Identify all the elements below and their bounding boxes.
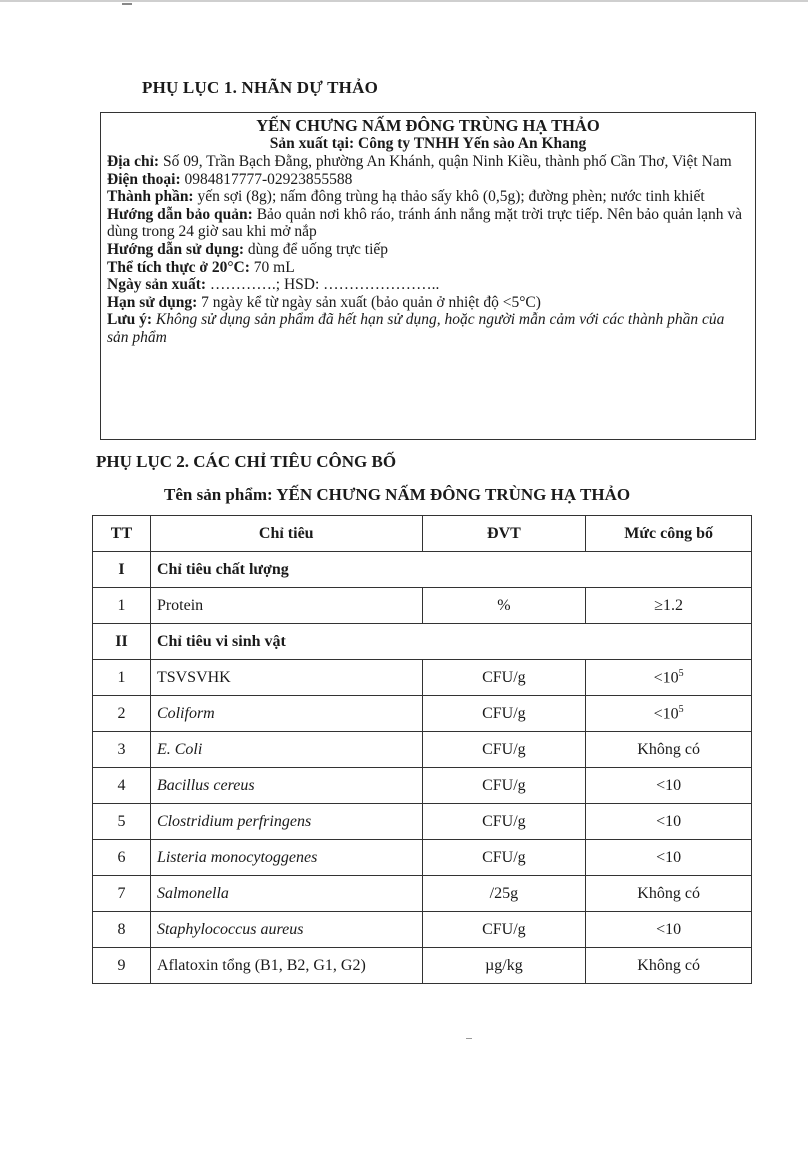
row-level: [586, 804, 752, 840]
row-criterion-text: Listeria monocytoggenes: [156, 848, 318, 866]
row-criterion: [150, 912, 422, 948]
row-no: [93, 804, 151, 840]
row-level: [586, 876, 752, 912]
table-row: [93, 768, 752, 804]
row-no: [93, 876, 151, 912]
table-row: [93, 588, 752, 624]
row-criterion: [150, 696, 422, 732]
row-criterion-text: Aflatoxin tổng (B1, B2, G1, G2): [156, 956, 366, 974]
row-level-exponent: 5: [678, 667, 684, 679]
row-level-exponent: 5: [678, 703, 684, 715]
storage-value: Bảo quản nơi khô ráo, tránh ánh nắng mặt trời trực tiếp. Nên bảo quản lạnh và dùng trong 24 giờ sau khi mở nắp: [107, 205, 743, 241]
usage-value: dùng để uống trực tiếp: [247, 240, 389, 258]
row-criterion-text: TSVSVHK: [156, 668, 231, 686]
address-label: Địa chỉ:: [107, 153, 160, 170]
label-usage: [107, 241, 749, 259]
row-no-text: 3: [117, 740, 126, 758]
row-level-text: ≥1.2: [654, 596, 684, 614]
row-no-text: 6: [117, 848, 126, 866]
row-criterion: [150, 732, 422, 768]
row-criterion: [150, 876, 422, 912]
row-no: [93, 732, 151, 768]
scan-edge: [0, 0, 808, 2]
address-value: Số 09, Trần Bạch Đằng, phường An Khánh, quận Ninh Kiều, thành phố Cần Thơ, Việt Nam: [162, 153, 732, 170]
row-level: [586, 732, 752, 768]
row-criterion-text: Salmonella: [156, 884, 229, 902]
row-no: [93, 588, 151, 624]
group-name: Chỉ tiêu chất lượng: [150, 552, 751, 588]
scan-mark: [122, 3, 132, 5]
row-criterion-text: Coliform: [156, 704, 215, 722]
row-unit-text: µg/kg: [485, 956, 523, 974]
header-tt: TT: [93, 516, 151, 552]
row-unit-text: CFU/g: [482, 776, 526, 794]
row-unit-text: %: [497, 596, 511, 614]
row-no-text: 7: [117, 884, 126, 902]
row-criterion: [150, 768, 422, 804]
row-level-text: <10: [656, 848, 682, 866]
row-unit-text: CFU/g: [482, 704, 526, 722]
row-no-text: 1: [117, 668, 126, 686]
row-unit: [422, 804, 586, 840]
group-row-micro: [93, 624, 752, 660]
table-row: [93, 840, 752, 876]
group-no: II: [93, 624, 151, 660]
row-criterion: [150, 804, 422, 840]
label-phone: [107, 171, 749, 189]
note-value: Không sử dụng sản phẩm đã hết hạn sử dụng, hoặc người mẫn cảm với các thành phần của sản phẩm: [107, 311, 725, 346]
scan-speck: [466, 1038, 472, 1039]
table-row: [93, 804, 752, 840]
row-no: [93, 840, 151, 876]
label-expiry: [107, 294, 749, 312]
producer-value: Công ty TNHH Yến sào An Khang: [358, 135, 587, 152]
row-no-text: 5: [117, 812, 126, 830]
table-row: [93, 732, 752, 768]
row-no: [93, 768, 151, 804]
row-unit: [422, 876, 586, 912]
group-name: Chỉ tiêu vi sinh vật: [150, 624, 751, 660]
row-level: [586, 768, 752, 804]
volume-value: 70 mL: [253, 258, 295, 276]
row-no: [93, 948, 151, 984]
row-level: [586, 660, 752, 696]
label-product-title: YẾN CHƯNG NẤM ĐÔNG TRÙNG HẠ THẢO: [256, 116, 600, 135]
row-unit-text: CFU/g: [482, 920, 526, 938]
expiry-label: Hạn sử dụng:: [107, 293, 198, 311]
appendix2-heading: PHỤ LỤC 2. CÁC CHỈ TIÊU CÔNG BỐ: [96, 452, 397, 471]
label-ingredients: [107, 188, 749, 206]
row-no-text: 8: [117, 920, 126, 938]
row-criterion-text: Staphylococcus aureus: [156, 920, 304, 938]
row-criterion-text: E. Coli: [156, 740, 203, 758]
draft-label-box: [100, 112, 756, 440]
producer-label: Sản xuất tại:: [269, 135, 355, 152]
storage-label: Hướng dẫn bảo quản:: [107, 205, 253, 223]
row-criterion: [150, 840, 422, 876]
row-no: [93, 660, 151, 696]
row-criterion: [150, 588, 422, 624]
appendix1-heading: PHỤ LỤC 1. NHÃN DỰ THẢO: [142, 78, 378, 97]
row-unit-text: CFU/g: [482, 668, 526, 686]
ingredients-value: yến sợi (8g); nấm đông trùng hạ thảo sấy khô (0,5g); đường phèn; nước tinh khiết: [197, 188, 705, 206]
row-no: [93, 696, 151, 732]
row-criterion-text: Bacillus cereus: [156, 776, 255, 794]
phone-label: Điện thoại:: [107, 170, 181, 188]
row-level-text: Không có: [637, 884, 700, 902]
row-unit-text: CFU/g: [482, 812, 526, 830]
label-note: [107, 311, 749, 346]
expiry-value: 7 ngày kể từ ngày sản xuất (bảo quản ở nhiệt độ <5°C): [201, 293, 541, 311]
table-header-row: [93, 516, 752, 552]
note-label: Lưu ý:: [107, 311, 153, 329]
row-level-text: Không có: [637, 956, 700, 974]
table-row: [93, 660, 752, 696]
row-level: [586, 696, 752, 732]
row-level: [586, 840, 752, 876]
row-unit-text: /25g: [489, 884, 519, 902]
usage-label: Hướng dẫn sử dụng:: [107, 240, 245, 258]
row-no-text: 1: [117, 596, 126, 614]
row-unit: [422, 768, 586, 804]
row-level-text: <10: [656, 776, 682, 794]
header-level: Mức công bố: [586, 516, 752, 552]
phone-value: 0984817777-02923855588: [184, 170, 353, 188]
row-level-text: <10: [653, 705, 679, 723]
row-unit: [422, 840, 586, 876]
group-no: I: [93, 552, 151, 588]
table-row: [93, 876, 752, 912]
label-mfg-date: [107, 276, 749, 294]
row-no-text: 4: [117, 776, 126, 794]
row-level-text: <10: [656, 812, 682, 830]
mfg-label: Ngày sản xuất:: [107, 276, 207, 294]
row-unit-text: CFU/g: [482, 740, 526, 758]
table-row: [93, 948, 752, 984]
row-no-text: 9: [117, 956, 126, 974]
label-storage: [107, 206, 749, 241]
row-criterion: [150, 948, 422, 984]
row-level-text: <10: [656, 920, 682, 938]
row-unit: [422, 732, 586, 768]
row-unit-text: CFU/g: [482, 848, 526, 866]
row-unit: [422, 696, 586, 732]
table-row: [93, 912, 752, 948]
group-row-quality: [93, 552, 752, 588]
row-criterion-text: Protein: [156, 596, 204, 614]
label-volume: [107, 259, 749, 277]
row-criterion: [150, 660, 422, 696]
spec-table: [92, 515, 752, 984]
label-address: [107, 153, 749, 171]
row-level: [586, 912, 752, 948]
ingredients-label: Thành phần:: [107, 188, 194, 206]
row-unit: [422, 948, 586, 984]
row-unit: [422, 660, 586, 696]
row-no-text: 2: [117, 704, 126, 722]
row-level-text: <10: [653, 669, 679, 687]
header-criterion: Chỉ tiêu: [150, 516, 422, 552]
product-name-line: Tên sản phẩm: YẾN CHƯNG NẤM ĐÔNG TRÙNG HẠ THẢO: [164, 485, 631, 504]
row-unit: [422, 588, 586, 624]
mfg-value: ………….; HSD: …………………..: [209, 276, 440, 294]
table-row: [93, 696, 752, 732]
row-criterion-text: Clostridium perfringens: [156, 812, 312, 830]
header-unit: ĐVT: [422, 516, 586, 552]
row-no: [93, 912, 151, 948]
row-level: [586, 948, 752, 984]
row-level: [586, 588, 752, 624]
row-level-text: Không có: [637, 740, 700, 758]
volume-label: Thể tích thực ở 20°C:: [107, 258, 250, 276]
label-producer: [107, 135, 749, 153]
row-unit: [422, 912, 586, 948]
